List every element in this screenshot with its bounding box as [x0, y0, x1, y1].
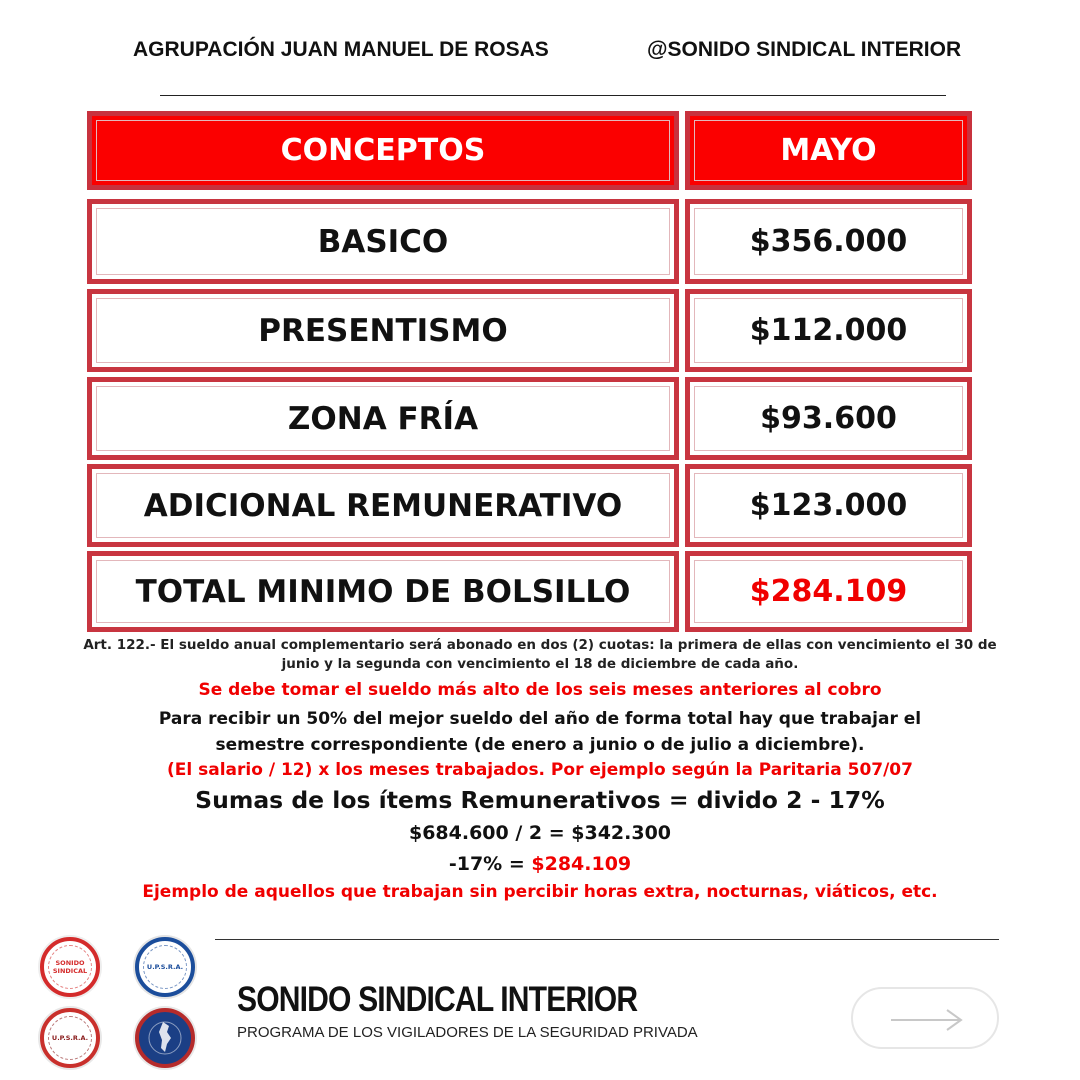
concept-label: ADICIONAL REMUNERATIVO — [143, 487, 623, 524]
upsra-map-logo — [135, 937, 195, 997]
sonido-sindical-logo — [40, 937, 100, 997]
concept-label: PRESENTISMO — [258, 312, 508, 349]
sum-formula-heading: Sumas de los ítems Remunerativos = divido 2 - 17% — [195, 786, 885, 814]
organization-name: AGRUPACIÓN JUAN MANUEL DE ROSAS — [133, 38, 549, 61]
cell-inner-border — [694, 298, 963, 363]
table-header-concepts-label: CONCEPTOS — [280, 133, 486, 168]
table-row-value — [685, 464, 972, 547]
cell-inner-border — [96, 386, 670, 451]
table-row-total-concept — [87, 551, 679, 632]
logo-ring — [48, 1016, 92, 1060]
social-handle: @SONIDO SINDICAL INTERIOR — [647, 38, 962, 61]
upsra-seal-logo — [40, 1008, 100, 1068]
cell-inner-border — [694, 208, 963, 275]
semester-note: Para recibir un 50% del mejor sueldo del año de forma total hay que trabajar el semestre correspondiente (de enero a junio o de julio a diciembre). — [158, 709, 922, 755]
table-row-value — [685, 199, 972, 284]
concept-label: TOTAL MINIMO DE BOLSILLO — [135, 573, 631, 610]
table-row-total-value — [685, 551, 972, 632]
cell-inner-border — [96, 473, 670, 538]
table-row-concept — [87, 199, 679, 284]
table-row-value — [685, 289, 972, 372]
cell-inner-border — [694, 473, 963, 538]
value-label: $356.000 — [749, 224, 908, 259]
example-note: Ejemplo de aquellos que trabajan sin percibir horas extra, nocturnas, viáticos, etc. — [142, 882, 938, 902]
logo-ring — [48, 945, 92, 989]
logo-text: SONIDO SINDICAL — [52, 959, 88, 975]
table-row-value — [685, 377, 972, 460]
calculation-prefix: -17% = — [448, 853, 532, 875]
formula-note: (El salario / 12) x los meses trabajados. Por ejemplo según la Paritaria 507/07 — [167, 760, 913, 780]
rule-highlight: Se debe tomar el sueldo más alto de los seis meses anteriores al cobro — [198, 680, 882, 700]
cell-inner-border — [694, 120, 963, 181]
value-label: $112.000 — [749, 313, 908, 348]
arrow-right-icon — [889, 1007, 965, 1033]
brand-title: SONIDO SINDICAL INTERIOR — [237, 980, 638, 1019]
footer-divider — [215, 939, 999, 940]
calculation-result: $284.109 — [531, 853, 632, 875]
cell-inner-border — [96, 208, 670, 275]
table-row-concept — [87, 289, 679, 372]
brand-tagline: PROGRAMA DE LOS VIGILADORES DE LA SEGURIDAD PRIVADA — [237, 1024, 698, 1041]
cell-inner-border — [694, 386, 963, 451]
header-divider — [160, 95, 946, 96]
table-header-month-label: MAYO — [780, 133, 877, 168]
concept-label: BASICO — [317, 223, 449, 260]
map-icon — [145, 1018, 185, 1058]
table-header-concepts — [87, 111, 679, 190]
concept-label: ZONA FRÍA — [287, 400, 479, 437]
logo-ring — [143, 945, 187, 989]
table-row-concept — [87, 464, 679, 547]
logo-text: U.P.S.R.A. — [146, 963, 184, 971]
article-note: Art. 122.- El sueldo anual complementario será abonado en dos (2) cuotas: la primera de ellas con vencimiento el 30 de junio y la segunda con vencimiento el 18 de diciembre de cada año. — [83, 637, 997, 672]
cell-inner-border — [96, 298, 670, 363]
cell-inner-border — [96, 120, 670, 181]
argentina-map-logo — [135, 1008, 195, 1068]
table-header-month — [685, 111, 972, 190]
cell-inner-border — [694, 560, 963, 623]
cell-inner-border — [96, 560, 670, 623]
value-label: $284.109 — [749, 574, 908, 609]
value-label: $123.000 — [749, 488, 908, 523]
logo-text: U.P.S.R.A. — [51, 1034, 89, 1042]
next-button[interactable] — [851, 987, 999, 1049]
value-label: $93.600 — [760, 401, 897, 436]
table-row-concept — [87, 377, 679, 460]
calculation-step-1: $684.600 / 2 = $342.300 — [408, 822, 672, 844]
calculation-step-2 — [60, 853, 1020, 875]
